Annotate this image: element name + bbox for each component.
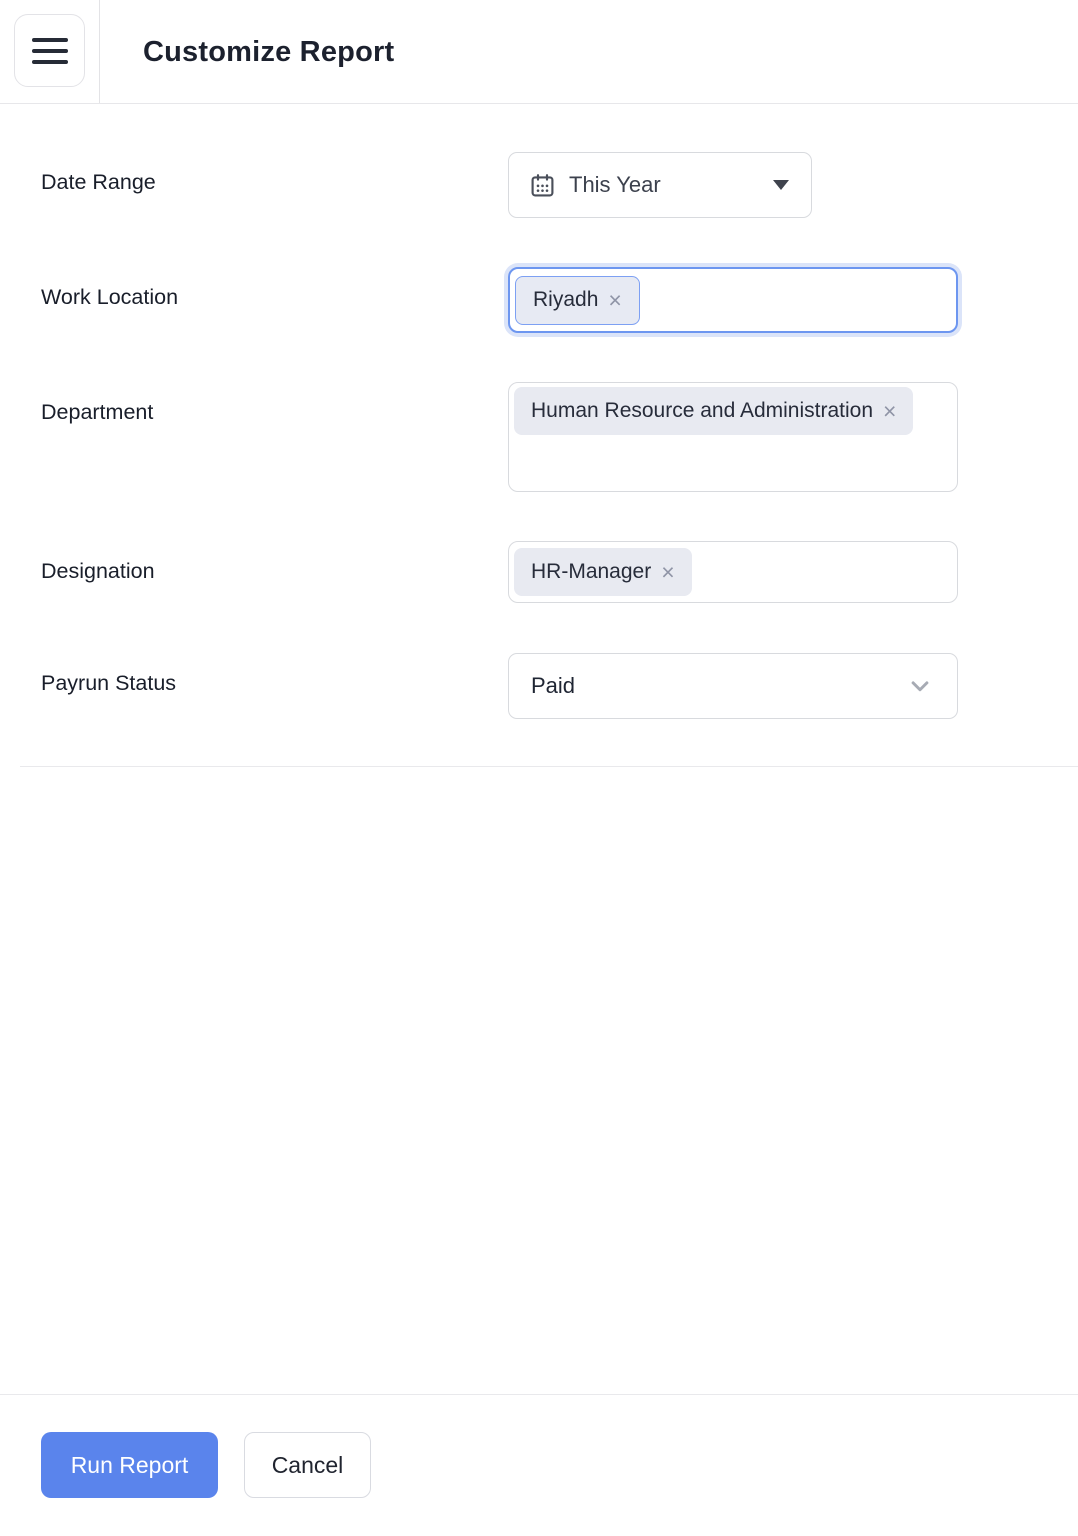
work-location-input[interactable] xyxy=(508,267,958,333)
work-location-control xyxy=(508,267,958,333)
field-row-work-location xyxy=(41,267,1078,333)
header-left-cell xyxy=(0,0,100,103)
hamburger-icon xyxy=(32,38,68,42)
remove-tag-icon[interactable]: × xyxy=(883,397,897,424)
field-row-designation xyxy=(41,541,1078,603)
tag-label: Riyadh xyxy=(533,288,599,311)
field-row-date-range xyxy=(41,152,1078,218)
payrun-status-label: Payrun Status xyxy=(41,671,177,695)
work-location-tag xyxy=(515,276,640,325)
footer-actions xyxy=(41,1432,371,1498)
department-tag xyxy=(514,387,913,435)
field-row-department xyxy=(41,382,1078,492)
field-row-payrun-status xyxy=(41,653,1078,719)
designation-input[interactable] xyxy=(508,541,958,603)
department-input[interactable] xyxy=(508,382,958,492)
hamburger-icon xyxy=(32,49,68,53)
tag-label: Human Resource and Administration xyxy=(531,399,874,422)
work-location-label: Work Location xyxy=(41,285,179,309)
date-range-select[interactable] xyxy=(508,152,812,218)
payrun-status-control xyxy=(508,653,958,719)
run-report-button[interactable]: Run Report xyxy=(41,1432,218,1498)
department-label: Department xyxy=(41,400,154,424)
designation-tag xyxy=(514,548,692,596)
footer-divider xyxy=(0,1394,1078,1395)
section-divider xyxy=(20,766,1078,767)
report-filter-form xyxy=(0,104,1078,719)
date-range-label: Date Range xyxy=(41,170,156,194)
payrun-status-select[interactable] xyxy=(508,653,958,719)
date-range-control xyxy=(508,152,958,218)
payrun-status-value: Paid xyxy=(531,673,576,698)
hamburger-icon xyxy=(32,60,68,64)
cancel-button[interactable]: Cancel xyxy=(244,1432,371,1498)
designation-label: Designation xyxy=(41,559,155,583)
header xyxy=(0,0,1078,104)
page-title: Customize Report xyxy=(143,35,395,68)
remove-tag-icon[interactable]: × xyxy=(661,558,675,585)
department-control xyxy=(508,382,958,492)
tag-label: HR-Manager xyxy=(531,560,652,583)
dropdown-arrow-icon xyxy=(773,180,789,190)
hamburger-menu-button[interactable] xyxy=(14,14,85,87)
chevron-down-icon xyxy=(905,671,935,701)
date-range-value: This Year xyxy=(569,172,661,197)
calendar-icon xyxy=(529,172,556,199)
designation-control xyxy=(508,541,958,603)
remove-tag-icon[interactable]: × xyxy=(608,286,622,313)
